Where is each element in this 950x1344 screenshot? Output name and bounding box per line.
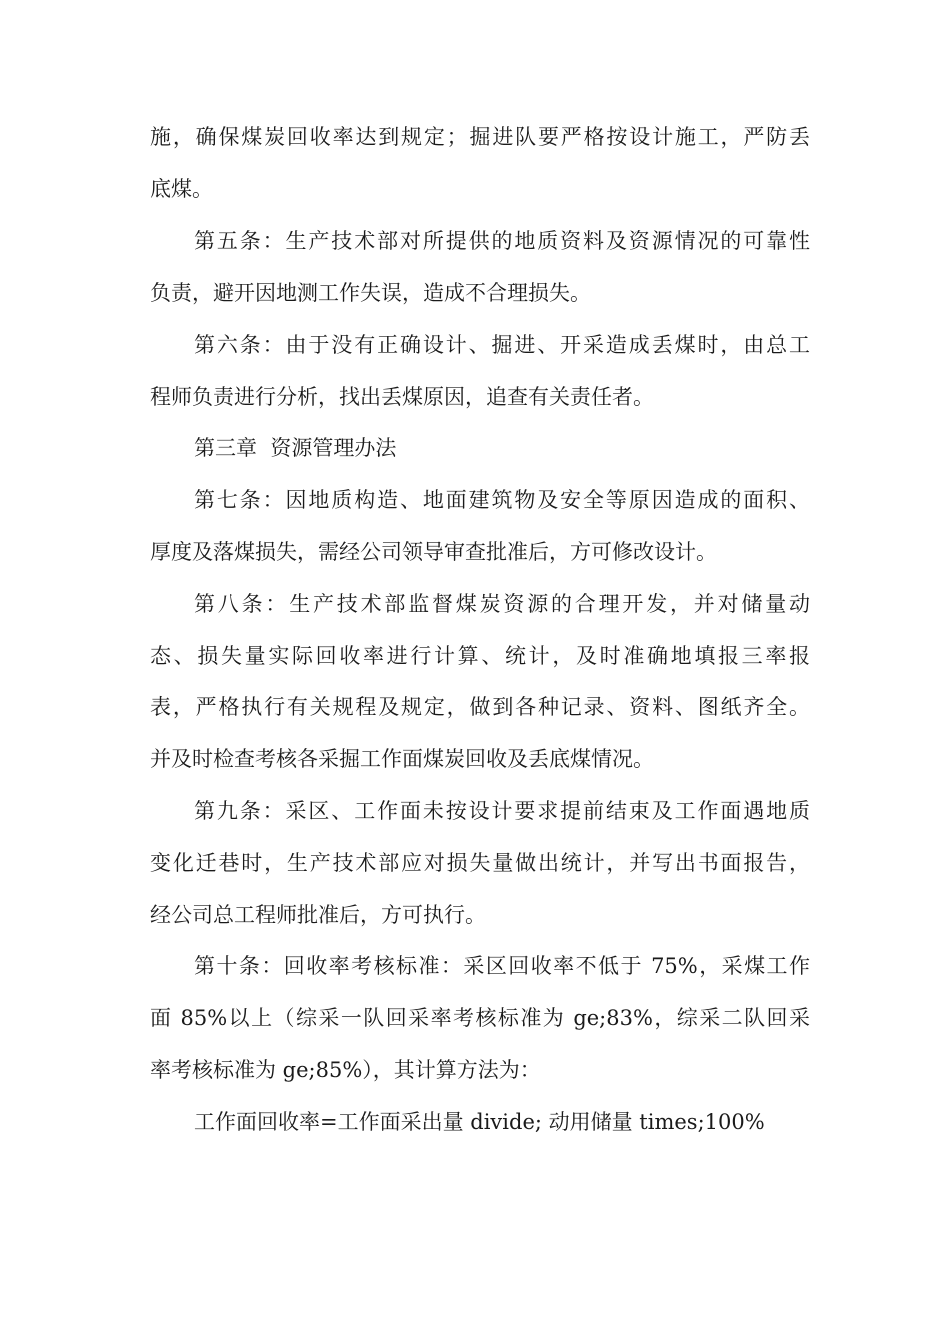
article-9-line-1: 第九条：采区、工作面未按设计要求提前结束及工作面遇地质 <box>194 799 810 823</box>
article-7-line-2: 厚度及落煤损失，需经公司领导审查批准后，方可修改设计。 <box>150 540 717 564</box>
article-6-line-2: 程师负责进行分析，找出丢煤原因，追查有关责任者。 <box>150 385 654 409</box>
text-line-1: 施，确保煤炭回收率达到规定；掘进队要严格按设计施工，严防丢 <box>150 125 810 149</box>
article-5-line-2: 负责，避开因地测工作失误，造成不合理损失。 <box>150 281 591 305</box>
article-5-line-1: 第五条：生产技术部对所提供的地质资料及资源情况的可靠性 <box>194 229 810 253</box>
formula-line: 工作面回收率=工作面采出量 divide; 动用储量 times;100% <box>194 1110 765 1134</box>
article-8-line-1: 第八条：生产技术部监督煤炭资源的合理开发，并对储量动 <box>194 592 810 616</box>
article-7-line-1: 第七条：因地质构造、地面建筑物及安全等原因造成的面积、 <box>194 488 810 512</box>
article-10-line-2: 面 85%以上（综采一队回采率考核标准为 ge;83%，综采二队回采 <box>150 1006 810 1030</box>
article-8-line-4: 并及时检查考核各采掘工作面煤炭回收及丢底煤情况。 <box>150 747 654 771</box>
article-8-line-3: 表，严格执行有关规程及规定，做到各种记录、资料、图纸齐全。 <box>150 695 810 719</box>
article-10-line-1: 第十条：回收率考核标准：采区回收率不低于 75%，采煤工作 <box>194 954 810 978</box>
chapter-3-heading: 第三章 资源管理办法 <box>194 436 397 460</box>
article-9-line-2: 变化迁巷时，生产技术部应对损失量做出统计，并写出书面报告， <box>150 851 810 875</box>
article-10-line-3: 率考核标准为 ge;85%），其计算方法为： <box>150 1058 541 1082</box>
article-9-line-3: 经公司总工程师批准后，方可执行。 <box>150 903 486 927</box>
article-8-line-2: 态、损失量实际回收率进行计算、统计，及时准确地填报三率报 <box>150 644 810 668</box>
text-line-2: 底煤。 <box>150 177 213 201</box>
article-6-line-1: 第六条：由于没有正确设计、掘进、开采造成丢煤时，由总工 <box>194 333 810 357</box>
